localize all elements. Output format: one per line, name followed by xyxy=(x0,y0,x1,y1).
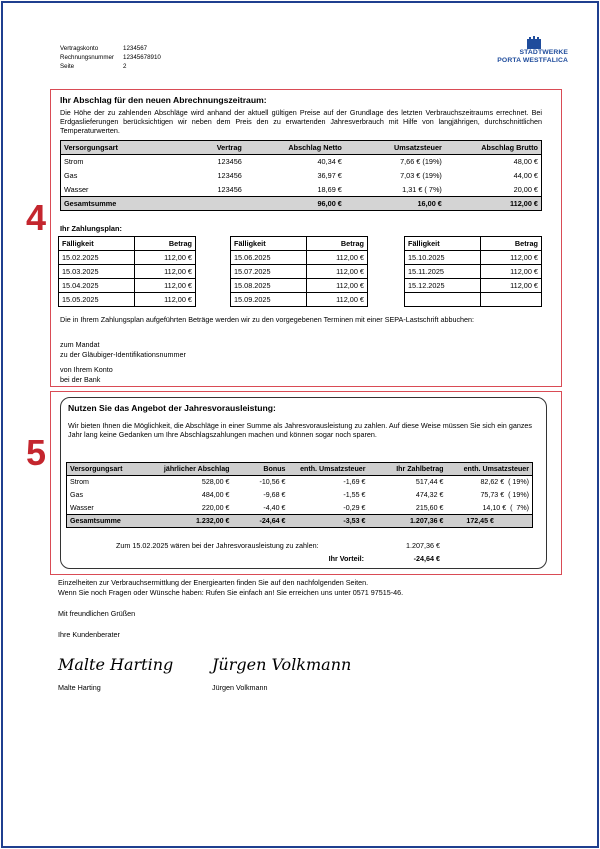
table-row xyxy=(61,169,542,183)
advantage-label: Ihr Vorteil: xyxy=(328,554,364,563)
cell: 15.03.2025 xyxy=(59,265,135,279)
table-row xyxy=(61,155,542,169)
cell: 474,32 € xyxy=(415,491,444,499)
cell: 36,97 € xyxy=(317,171,342,180)
footer-line-2: Wenn Sie noch Fragen oder Wünsche haben: Rufen Sie einfach an! Sie erreichen uns unter 0571 97515-46. xyxy=(58,588,404,597)
cell: 15.04.2025 xyxy=(59,279,135,293)
cell: 123456 xyxy=(217,157,242,167)
meta-row-invoice xyxy=(60,53,161,62)
cell: 15.02.2025 xyxy=(59,251,135,265)
cell: 112,00 € xyxy=(307,251,368,265)
section-4-text: Die Höhe der zu zahlenden Abschläge wird anhand der aktuell gültigen Preise auf der Grundlage des letzten Verbrauchszeitraums errechnet. Bei Erdgaslieferungen berücksichtigen wir neben dem Preis den zu erwartenden Jahresverbrauch mit Hilfe von langjährigen, durchschnittlichen Temperaturwerten. xyxy=(60,108,542,135)
table-row xyxy=(405,265,542,279)
col-header: Ihr Zahlbetrag xyxy=(369,463,447,476)
col-header: Fälligkeit xyxy=(231,237,307,251)
total-row xyxy=(67,515,533,528)
cell: 1.207,36 € xyxy=(369,515,447,528)
cell: 44,00 € xyxy=(513,171,538,180)
due-label: Zum 15.02.2025 wären bei der Jahresvorausleistung zu zahlen: xyxy=(116,541,319,550)
cell: -1,69 € xyxy=(343,478,366,487)
cell: 484,00 € xyxy=(201,491,230,499)
signatory-2: Jürgen Volkmann xyxy=(212,683,268,692)
col-header: Betrag xyxy=(135,237,196,251)
bank-line: bei der Bank xyxy=(60,375,101,384)
cell: 15.06.2025 xyxy=(231,251,307,265)
table-row xyxy=(405,279,542,293)
company-logo xyxy=(496,35,576,67)
greeting: Mit freundlichen Grüßen xyxy=(58,609,136,618)
table-row xyxy=(61,183,542,197)
logo-line1: STADTWERKE xyxy=(519,49,568,56)
advantage-value: -24,64 € xyxy=(413,554,440,563)
payment-plan-3 xyxy=(404,236,542,307)
mandat-line: zum Mandat xyxy=(60,340,100,349)
section-5-text: Wir bieten Ihnen die Möglichkeit, die Abschläge in einer Summe als Jahresvorausleistung zu zahlen. Auf diese Weise müssen Sie sich ein ganzes Jahr lang keine Gedanken um Ihre Abschlagszahlungen machen und können sogar noch sparen. xyxy=(68,421,532,439)
glaeubiger-line: zu der Gläubiger-Identifikationsnummer xyxy=(60,350,186,359)
cell xyxy=(481,293,542,307)
cell: 123456 xyxy=(217,184,242,194)
cell: 96,00 € xyxy=(245,197,345,211)
cell: 112,00 € xyxy=(481,251,542,265)
footer-line-1: Einzelheiten zur Verbrauchsermittlung der Energiearten finden Sie auf den nachfolgenden Seiten. xyxy=(58,578,369,587)
cell: 517,44 € xyxy=(415,478,444,487)
meta-row-account xyxy=(60,44,161,53)
table-row xyxy=(405,293,542,307)
cell: -10,56 € xyxy=(259,478,286,487)
sepa-text: Die in Ihrem Zahlungsplan aufgeführten Beträge werden wir zu den vorgegebenen Terminen mit einer SEPA-Lastschrift abbuchen: xyxy=(60,315,475,324)
table-row xyxy=(231,293,368,307)
table-row xyxy=(67,476,533,489)
cell: 15.10.2025 xyxy=(405,251,481,265)
cell: -4,40 € xyxy=(263,503,286,512)
signatory-1: Malte Harting xyxy=(58,683,101,692)
meta-value: 12345678910 xyxy=(123,54,161,61)
signature-2: Jürgen Volkmann xyxy=(212,655,352,674)
cell: 112,00 € xyxy=(307,265,368,279)
meta-value: 1234567 xyxy=(123,45,148,52)
cell: 172,45 € xyxy=(447,515,533,528)
table-row xyxy=(59,251,196,265)
col-header: Abschlag Brutto xyxy=(445,141,542,155)
cell: Wasser xyxy=(64,184,89,194)
col-header: enth. Umsatzsteuer xyxy=(289,463,369,476)
cell: Gesamtsumme xyxy=(67,515,139,528)
cell: 7,03 € (19%) xyxy=(400,171,442,180)
cell: 123456 xyxy=(217,171,242,180)
team: Ihre Kundenberater xyxy=(58,630,120,639)
abschlag-table xyxy=(60,140,542,211)
table-row xyxy=(67,502,533,515)
cell: 14,10 € ( 7%) xyxy=(482,503,529,512)
section-5-marker: 5 xyxy=(26,432,47,473)
table-header-row xyxy=(67,463,533,476)
cell: -3,53 € xyxy=(289,515,369,528)
due-value: 1.207,36 € xyxy=(406,541,440,550)
col-header: jährlicher Abschlag xyxy=(139,463,233,476)
col-header: Fälligkeit xyxy=(405,237,481,251)
cell: 15.09.2025 xyxy=(231,293,307,307)
cell: 7,66 € (19%) xyxy=(400,157,442,167)
cell: 215,60 € xyxy=(415,503,444,512)
cell xyxy=(405,293,481,307)
table-row xyxy=(231,265,368,279)
cell: 528,00 € xyxy=(201,478,230,487)
jahresvorausleistung-table xyxy=(66,462,533,528)
col-header: Versorgungsart xyxy=(61,141,153,155)
total-row xyxy=(61,197,542,211)
cell: 75,73 € ( 19%) xyxy=(480,491,529,499)
cell: Wasser xyxy=(70,503,94,512)
cell: 15.12.2025 xyxy=(405,279,481,293)
plan-title: Ihr Zahlungsplan: xyxy=(60,224,122,233)
col-header: Versorgungsart xyxy=(67,463,139,476)
logo-text xyxy=(496,49,568,65)
cell: 112,00 € xyxy=(135,251,196,265)
col-header: Fälligkeit xyxy=(59,237,135,251)
cell: -1,55 € xyxy=(343,491,366,499)
account-meta xyxy=(60,44,161,71)
cell: Gas xyxy=(70,491,84,499)
cell: Gesamtsumme xyxy=(61,197,153,211)
cell: 112,00 € xyxy=(307,279,368,293)
cell: 112,00 € xyxy=(135,279,196,293)
cell: 20,00 € xyxy=(513,184,538,194)
cell: Strom xyxy=(70,478,89,487)
cell: Gas xyxy=(64,171,78,180)
cell: 112,00 € xyxy=(481,265,542,279)
cell: 220,00 € xyxy=(201,503,230,512)
cell: 15.07.2025 xyxy=(231,265,307,279)
cell xyxy=(153,197,245,211)
table-row xyxy=(67,489,533,502)
cell: 15.05.2025 xyxy=(59,293,135,307)
cell: 112,00 € xyxy=(307,293,368,307)
signature-1: Malte Harting xyxy=(58,655,174,674)
section-4-marker: 4 xyxy=(26,197,47,238)
cell: 18,69 € xyxy=(317,184,342,194)
cell: 15.11.2025 xyxy=(405,265,481,279)
cell: 1,31 € ( 7%) xyxy=(402,184,442,194)
col-header: Betrag xyxy=(307,237,368,251)
table-row xyxy=(59,279,196,293)
col-header: Umsatzsteuer xyxy=(345,141,445,155)
table-header-row xyxy=(61,141,542,155)
cell: 15.08.2025 xyxy=(231,279,307,293)
cell: 112,00 € xyxy=(481,279,542,293)
cell: 112,00 € xyxy=(135,293,196,307)
cell: Strom xyxy=(64,157,84,167)
cell: -0,29 € xyxy=(343,503,366,512)
col-header: Abschlag Netto xyxy=(245,141,345,155)
col-header: Betrag xyxy=(481,237,542,251)
meta-label: Rechnungsnummer xyxy=(60,54,114,61)
castle-icon xyxy=(526,35,542,49)
cell: 82,62 € ( 19%) xyxy=(480,478,529,487)
cell: -9,68 € xyxy=(263,491,286,499)
table-row xyxy=(59,265,196,279)
payment-plan-2 xyxy=(230,236,368,307)
cell: -24,64 € xyxy=(233,515,289,528)
cell: 112,00 € xyxy=(135,265,196,279)
payment-plan-1 xyxy=(58,236,196,307)
meta-label: Vertragskonto xyxy=(60,45,99,52)
meta-value: 2 xyxy=(123,63,127,70)
cell: 16,00 € xyxy=(345,197,445,211)
table-row xyxy=(405,251,542,265)
meta-label: Seite xyxy=(60,63,75,70)
meta-row-page xyxy=(60,62,161,71)
cell: 112,00 € xyxy=(445,197,542,211)
col-header: Bonus xyxy=(233,463,289,476)
table-row xyxy=(231,251,368,265)
table-row xyxy=(59,293,196,307)
cell: 48,00 € xyxy=(513,157,538,167)
cell: 1.232,00 € xyxy=(139,515,233,528)
section-4-title: Ihr Abschlag für den neuen Abrechnungszeitraum: xyxy=(60,95,267,105)
cell: 40,34 € xyxy=(317,157,342,167)
table-row xyxy=(231,279,368,293)
section-5-title: Nutzen Sie das Angebot der Jahresvorausleistung: xyxy=(68,403,276,413)
col-header: Vertrag xyxy=(153,141,245,155)
konto-line: von Ihrem Konto xyxy=(60,365,113,374)
logo-line2: PORTA WESTFALICA xyxy=(497,57,568,64)
col-header: enth. Umsatzsteuer xyxy=(447,463,533,476)
